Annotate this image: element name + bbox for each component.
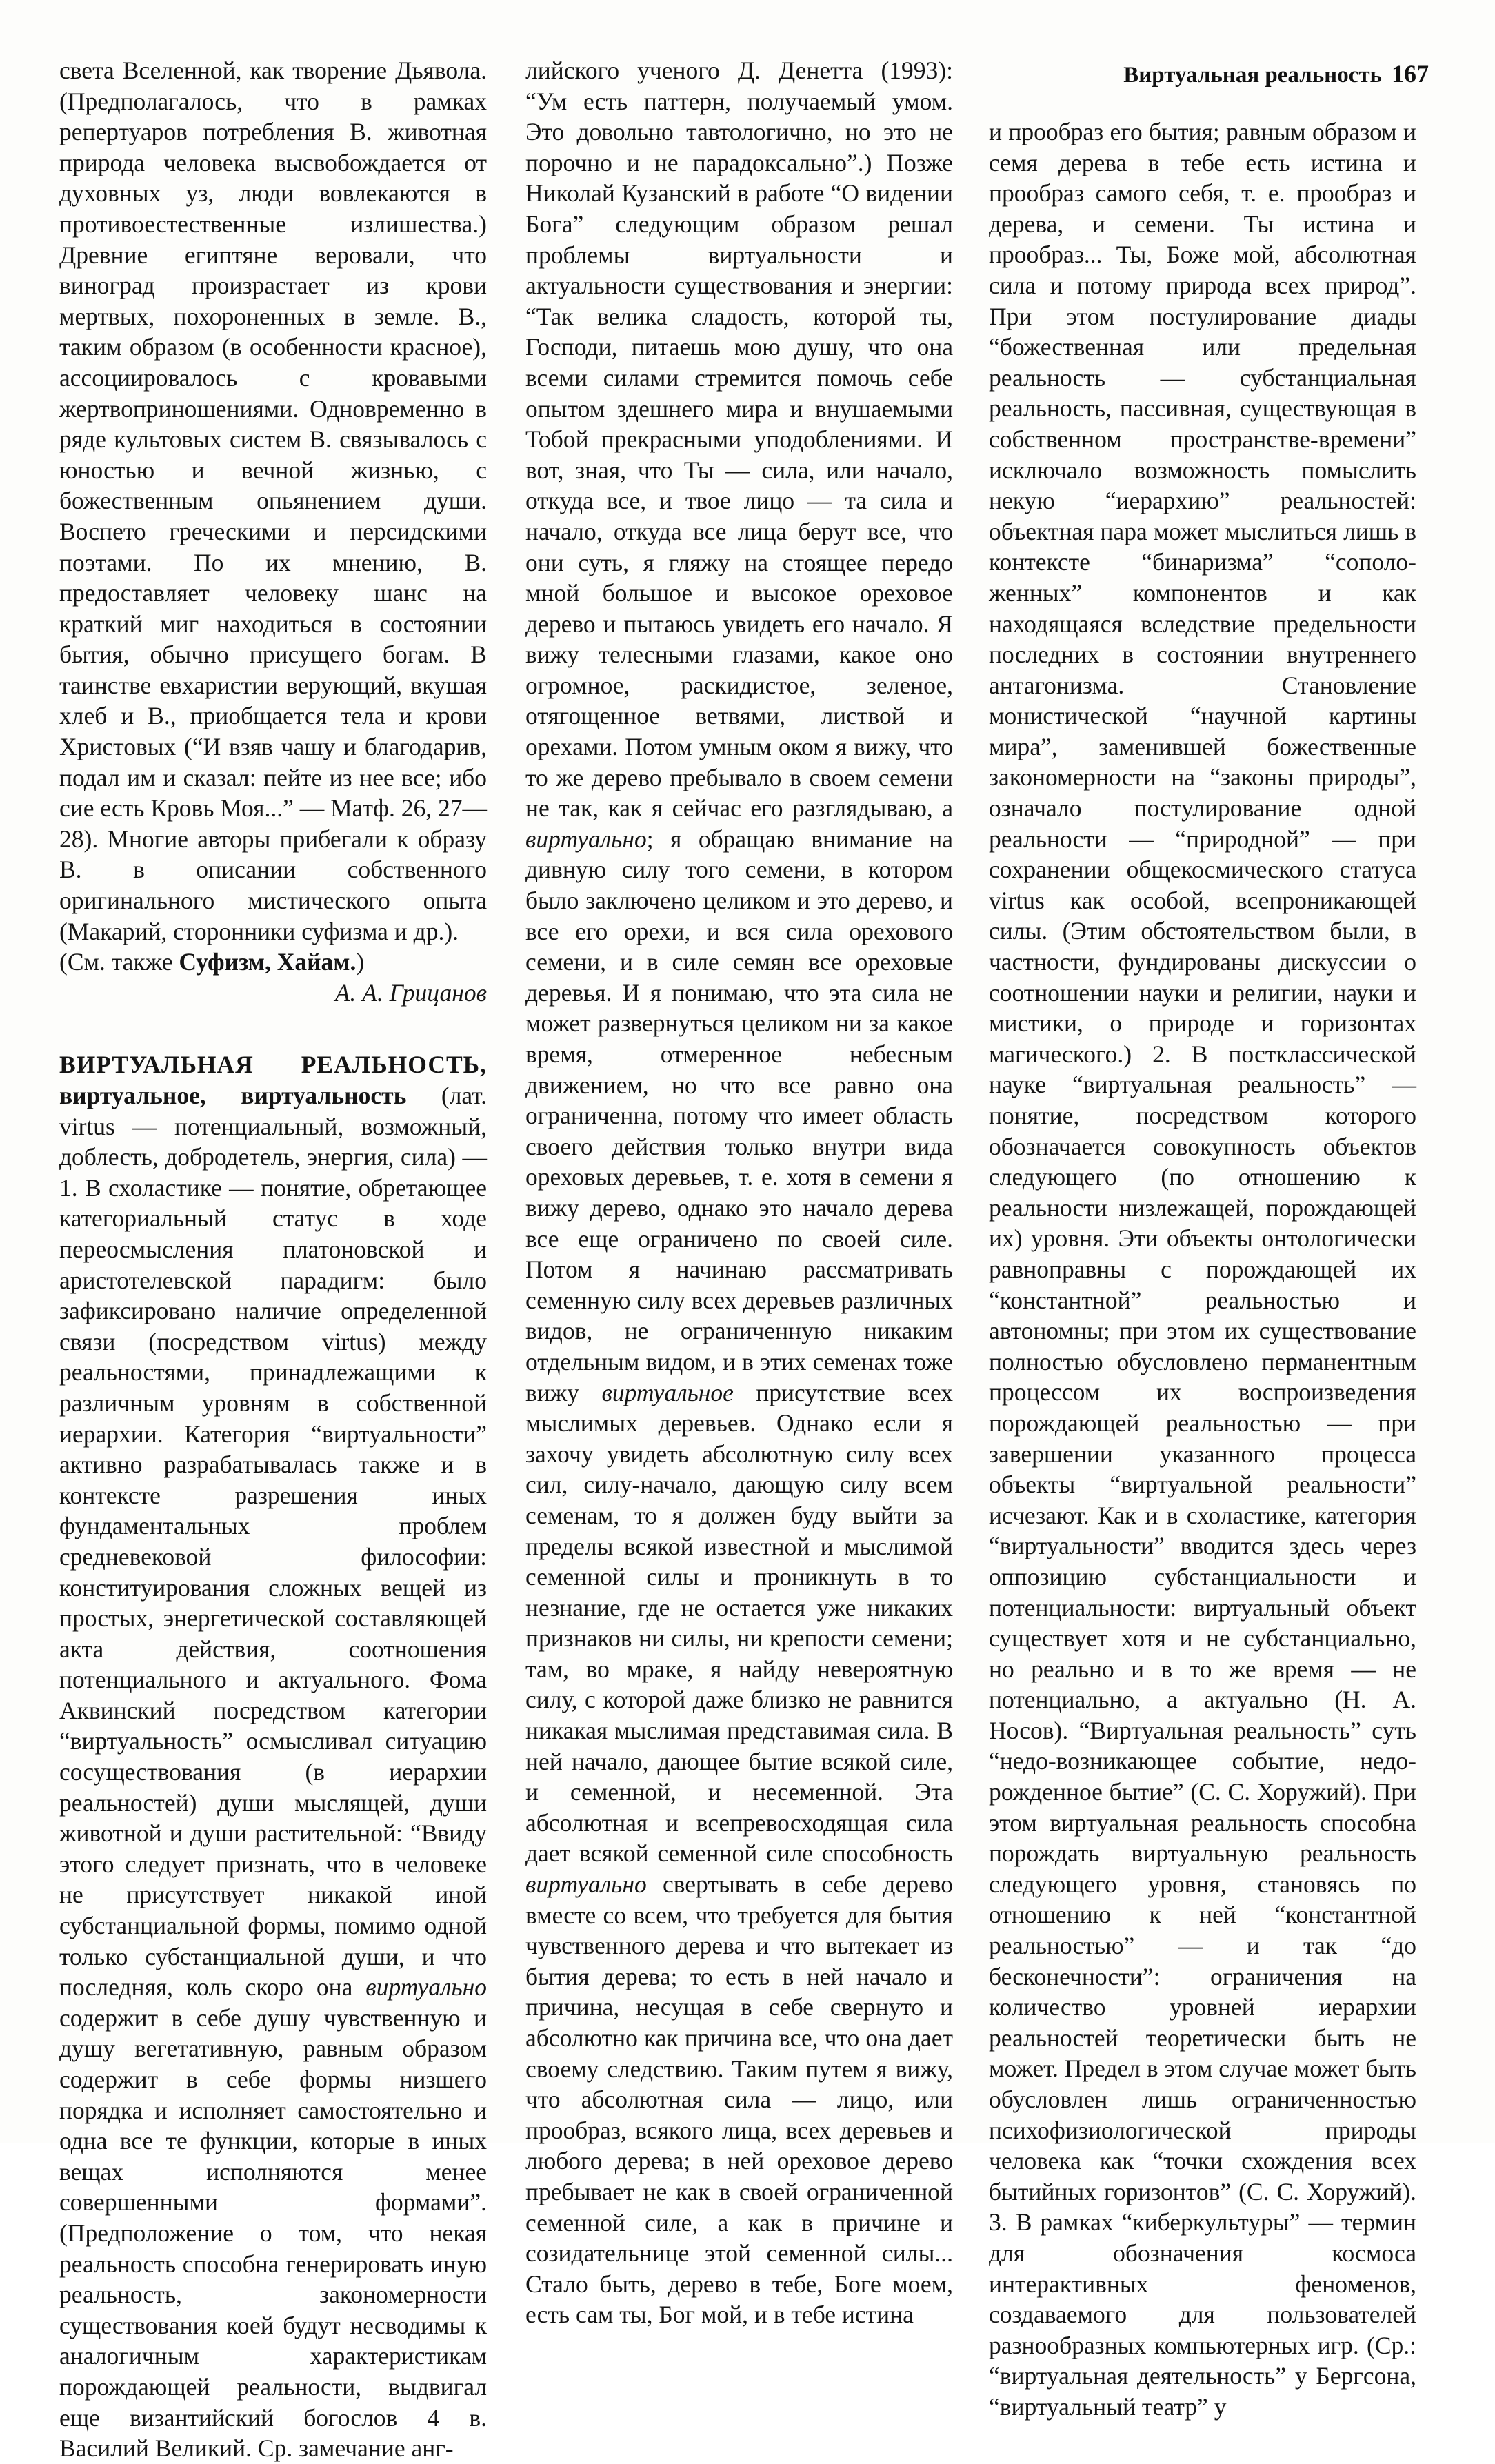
column-middle (525, 55, 953, 2330)
column-right (989, 117, 1416, 2423)
author-signature: А. А. Грицанов (334, 978, 487, 1007)
entry-synonyms: виртуальное, виртуальность (59, 1082, 407, 1109)
see-also-links: Суфизм, Хайам. (179, 948, 357, 976)
paragraph: лийского ученого Д. Денетта (1993): “Ум есть паттерн, получаемый умом. Это довольно тавтологично, но это не порочно и не парадоксально”.) Позже Николай Кузанский в работе “О видении Бога” следующим образом решал проблемы виртуальности и актуальности существования и энергии: “Так велика сладость, которой ты, Господи, питаешь мою душу, что она всеми силами стремится помочь себе опытом здешнего мира и внушаемыми Тобой прекрасными уподоблениями. И вот, зная, что Ты — сила, или начало, откуда все, и твое лицо — та сила и начало, откуда все лица берут все, что они суть, я гляжу на стоящее передо мной большое и высокое ореховое дерево и пытаюсь увидеть его начало. Я вижу телесными глазами, какое оно огромное, раскидистое, зеленое, отягощенное ветвями, листвой и орехами. Потом умным оком я вижу, что то же дерево пребывало в своем семени не так, как я сейчас его разглядываю, а виртуально; я обращаю внимание на дивную силу того семени, в котором было заключено целиком и это дерево, и все его орехи, и вся сила орехового семени, и в силе семян все ореховые деревья. И я понимаю, что эта сила не может развернуться целиком ни за какое время, отмеренное небесным движением, но что все равно она ограниченна, потому что имеет область своего действия только внутри вида ореховых деревьев, т. е. хотя в семени я вижу дерево, однако это начало дерева все еще ограничено по своей силе. Потом я начинаю рассматривать семенную силу всех деревьев различных видов, не ограниченную никаким отдельным видом, и в этих семенах тоже вижу виртуальное присутствие всех мыслимых деревьев. Однако если я захочу увидеть абсолютную силу всех сил, силу-начало, дающую силу всем семенам, то я должен буду выйти за пределы всякой известной и мыслимой семенной силы и проникнуть в то незнание, где не остается уже никаких признаков ни силы, ни крепости семени; там, во мраке, я найду невероятную силу, с которой даже близко не равнится никакая мыслимая представимая сила. В ней начало, дающее бытие всякой силе, и семенной, и несеменной. Эта абсолютная и всепревосходящая сила дает всякой семенной силе способность виртуально свертывать в себе дерево вместе со всем, что требуется для бытия чувственного дерева и что вытекает из бытия дерева; то есть в ней начало и причина, несущая в себе свернуто и абсолютно как причина все, что она дает своему следствию. Таким путем я вижу, что абсолютная сила — лицо, или прообраз, всякого лица, всех деревьев и любого дерева; в ней ореховое дерево пребывает не как в своей ограниченной семенной силе, а как в причине и созидательнице этой семенной силы... Стало быть, дерево в тебе, Боге моем, есть сам ты, Бог мой, и в тебе истина (525, 57, 953, 2329)
paragraph: света Вселенной, как творение Дьявола. (Предполагалось, что в рамках репертуаров потребления В. животная природа человека высвобождается от духовных уз, люди вовлекаются в противоестественные излишества.) Древние египтяне веровали, что виноград произрастает из крови мертвых, похороненных в земле. В., таким образом (в особенности красное), ассоциировалось с кровавыми жертвоприношениями. Одновременно в ряде культовых систем В. связывалось с юностью и вечной жизнью, с божественным опьянением души. Воспето греческими и персидскими поэтами. По их мнению, В. предоставляет человеку шанс на краткий миг находиться в состоянии бытия, обычно присущего богам. В таинстве евхаристии верующий, вкушая хлеб и В., приобщается тела и крови Христовых (“И взяв чашу и благодарив, подал им и сказал: пейте из нее все; ибо сие есть Кровь Моя...” — Матф. 26, 27—28). Многие авторы прибегали к образу В. в описании собственного оригинального мистического опыта (Макарий, сторонники суфизма и др.). (59, 57, 488, 945)
paragraph: и прообраз его бытия; равным образом и семя дерева в тебе есть истина и прообраз самого себя, т. е. прообраз и дерева, и семени. Ты истина и прообраз... Ты, Боже мой, абсолютная сила и потому природа всех природ”. При этом постулирование диады “божественная или предельная реальность — субстанциальная реальность, пассивная, существующая в собственном пространстве-времени” исключало возможность помыслить некую “иерархию” реальностей: объектная пара может мыслиться лишь в контексте “бинаризма” “сополо-женных” компонентов и как находящаяся вследствие предельности последних в состоянии внутреннего антагонизма. Становление монистической “научной картины мира”, заменившей божественные закономерности на “законы природы”, означало постулирование одной реальности — “природной” — при сохранении общекосмического статуса virtus как особой, всепроникающей силы. (Этим обстоятельством были, в частности, фундированы дискуссии о соотношении науки и религии, науки и мистики, о природе и горизонтах магического.) 2. В постклассической науке “виртуальная реальность” — понятие, посредством которого обозначается совокупность объектов следующего (по отношению к реальности низлежащей, порождающей их) уровня. Эти объекты онтологически равноправны с порождающей их “константной” реальностью и автономны; при этом их существование полностью обусловлено перманентным процессом их воспроизведения порождающей реальностью — при завершении указанного процесса объекты “виртуальной реальности” исчезают. Как и в схоластике, категория “виртуальности” вводится здесь через оппозицию субстанциальности и потенциальности: виртуальный объект существует хотя и не субстанциально, но реально и в то же время — не потенциально, а актуально (Н. А. Носов). “Виртуальная реальность” суть “недо-возникающее событие, недо-рожденное бытие” (С. С. Хоружий). При этом виртуальная реальность способна порождать виртуальную реальность следующего уровня, становясь по отношению к ней “константной реальностью” — и так “до бесконечности”: ограничения на количество уровней иерархии реальностей теоретически быть не может. Предел в этом случае может быть обусловлен лишь ограниченностью психофизиологической природы человека как “точки схождения всех бытийных горизонтов” (С. С. Хоружий). 3. В рамках “киберкультуры” — термин для обозначения космоса интерактивных феноменов, создаваемого для пользователей разнообразных компьютерных игр. (Ср.: “виртуальная деятельность” у Бергсона, “виртуальный театр” у (989, 118, 1416, 2421)
see-also: (См. также Суфизм, Хайам.) (59, 948, 365, 976)
entry-separator (59, 1008, 487, 1049)
entry-term: ВИРТУАЛЬНАЯ РЕАЛЬНОСТЬ, (59, 1051, 487, 1079)
running-header (1123, 59, 1429, 88)
entry-paragraph: ВИРТУАЛЬНАЯ РЕАЛЬНОСТЬ, виртуальное, виртуальность (лат. virtus — потенциальный, возможный, доблесть, добродетель, энергия, сила) — 1. В схоластике — понятие, обретающее категориальный статус в ходе переосмысления платоновской и аристотелевской парадигм: было зафиксировано наличие определенной связи (посредством virtus) между реальностями, принадлежащими к различным уровням в собственной иерархии. Категория “виртуальности” активно разрабатывалась также и в контексте разрешения иных фундаментальных проблем средневековой философии: конституирования сложных вещей из простых, энергетической составляющей акта действия, соотношения потенциального и актуального. Фома Аквинский посредством категории “виртуальность” осмысливал ситуацию сосуществования (в иерархии реальностей) души мыслящей, души животной и души растительной: “Ввиду этого следует признать, что в человеке не присутствует никакой иной субстанциальной формы, помимо одной только субстанциальной души, и что последняя, коль скоро она виртуально содержит в себе душу чувственную и душу вегетативную, равным образом содержит в себе формы низшего порядка и исполняет самостоятельно и одна все те функции, которые в иных вещах исполняются менее совершенными формами”. (Предположение о том, что некая реальность способна генерировать иную реальность, закономерности существования коей будут несводимы к аналогичным характеристикам порождающей реальности, выдвигал еще византийский богослов 4 в. Василий Великий. Ср. замечание анг- (59, 1051, 487, 2463)
column-left (59, 55, 487, 2464)
page-number: 167 (1392, 60, 1429, 88)
header-title: Виртуальная реальность (1123, 63, 1382, 88)
